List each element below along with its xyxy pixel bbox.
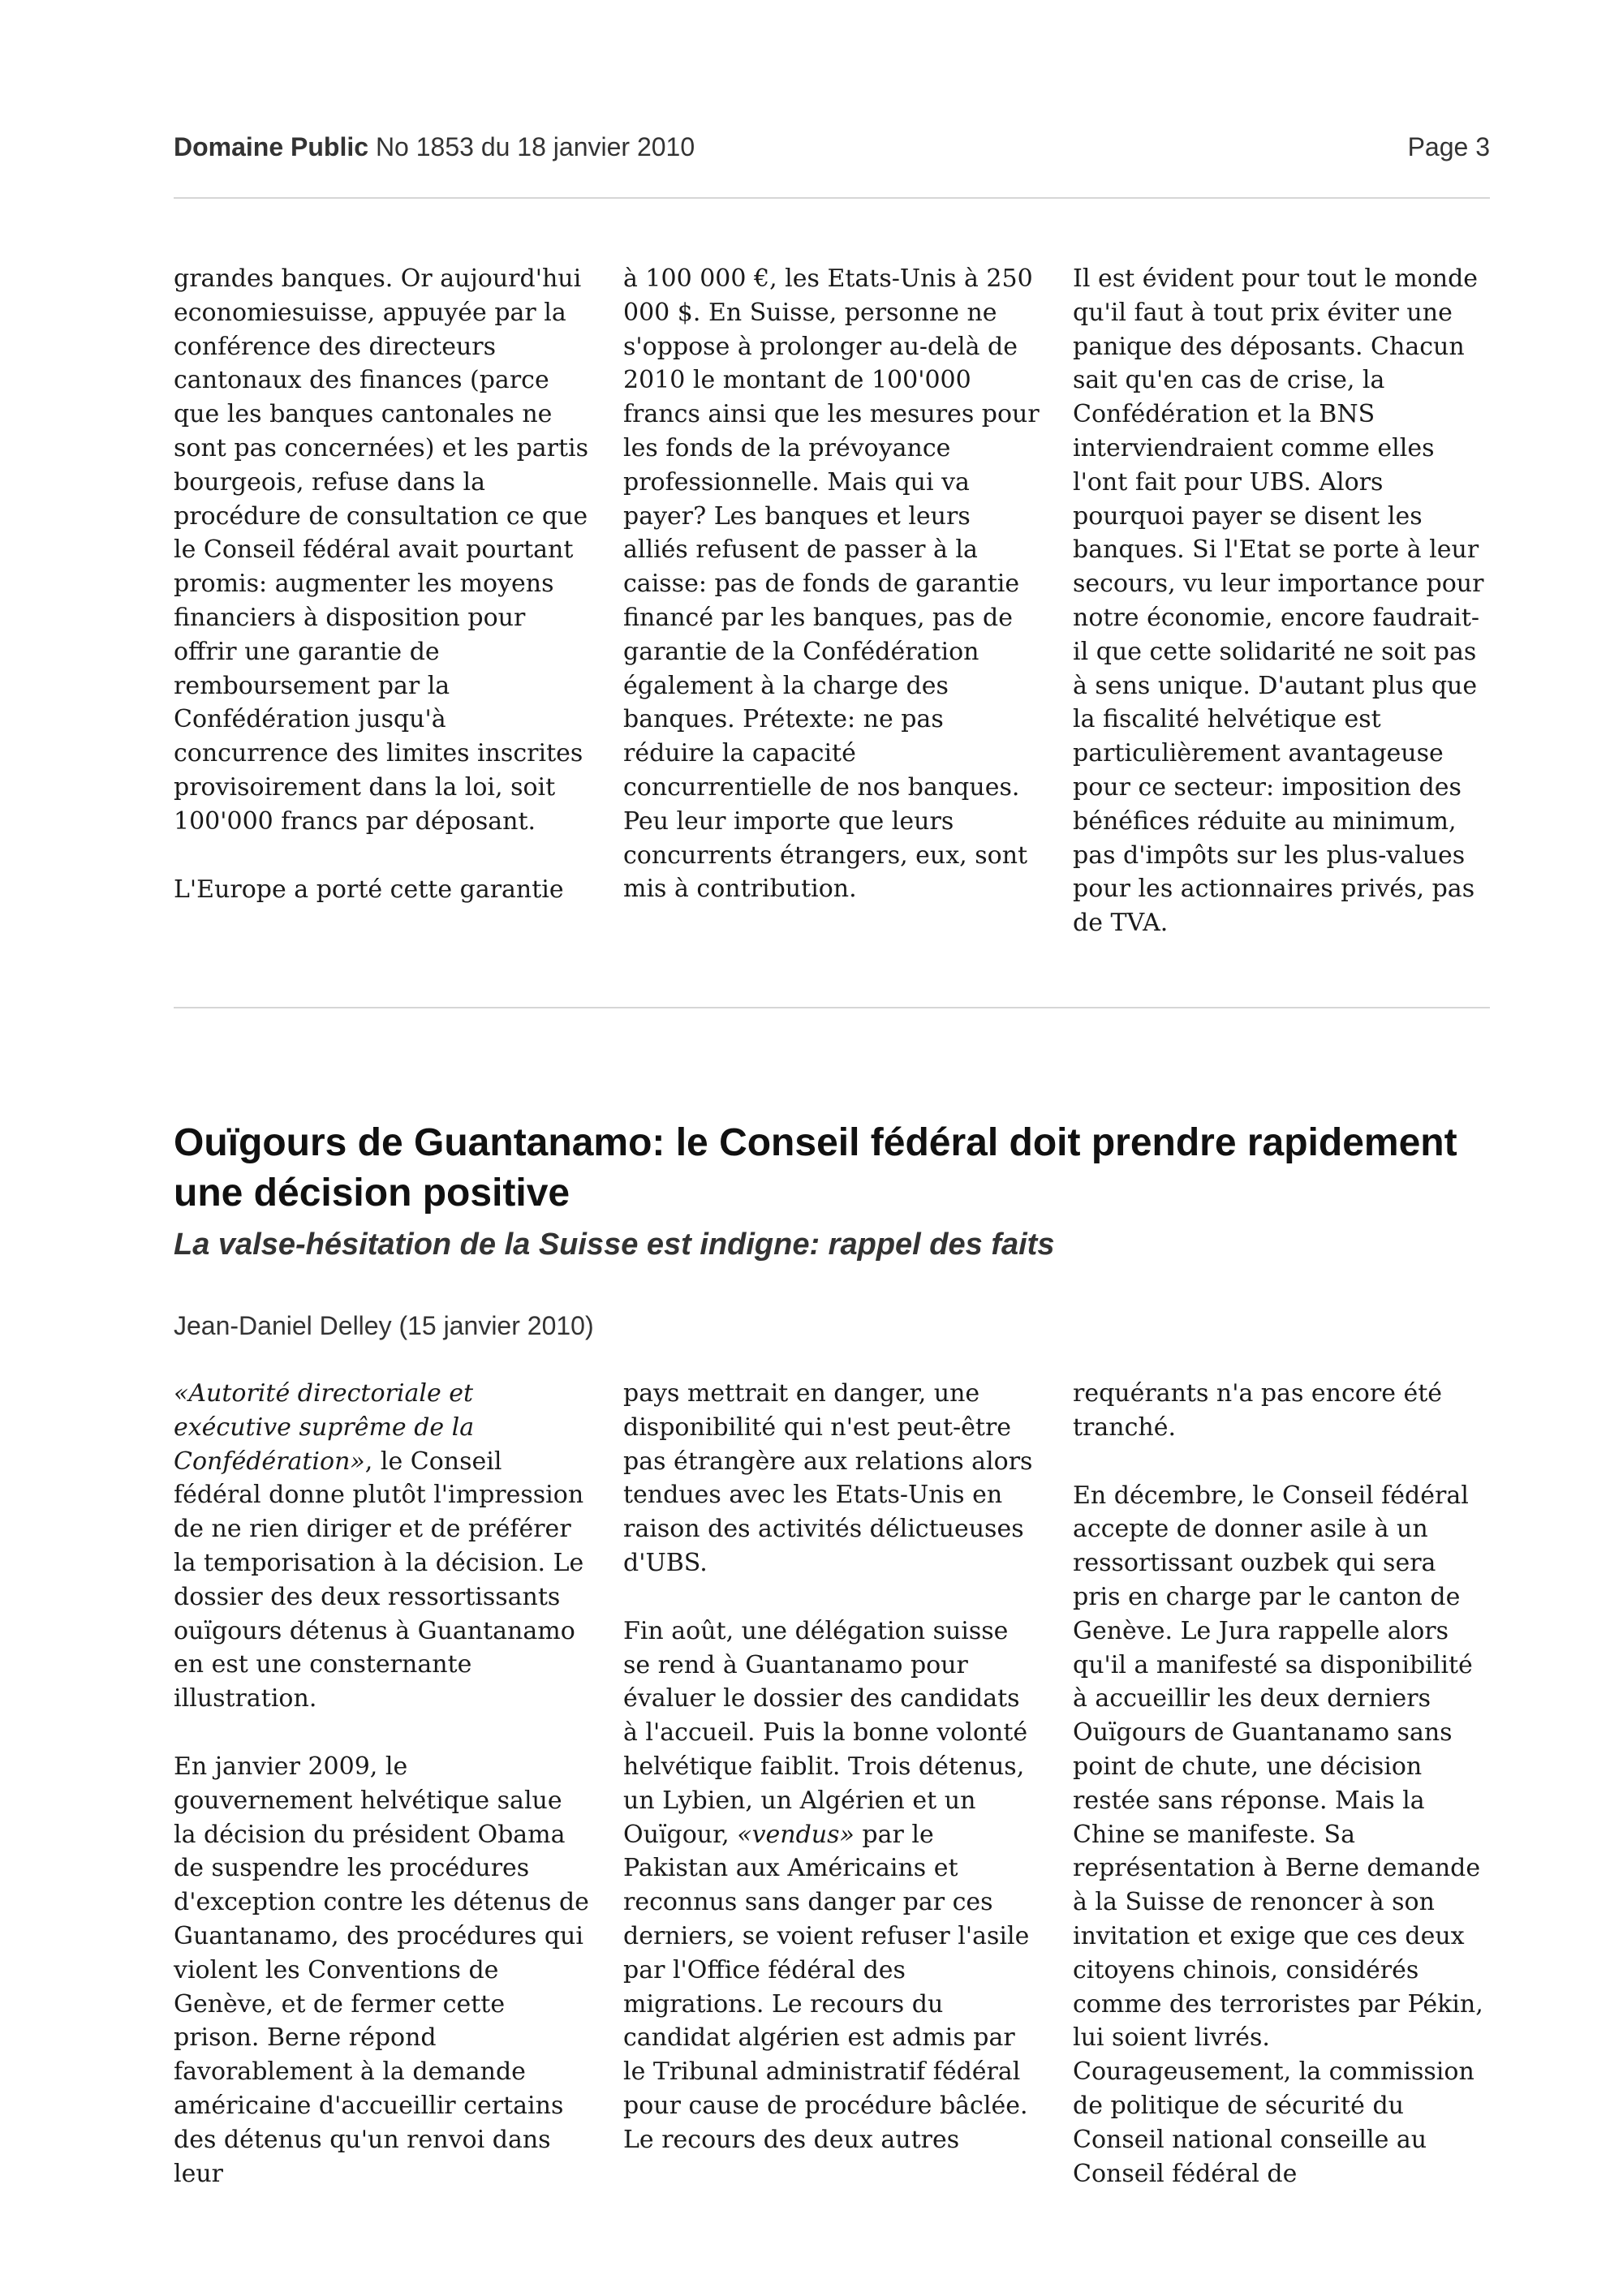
page-number: Page 3 xyxy=(1407,132,1490,161)
issue-info: No 1853 du 18 janvier 2010 xyxy=(375,132,695,161)
paragraph: Il est évident pour tout le monde qu'il faut à tout prix éviter une panique des déposants. Chacun sait qu'en cas de crise, la Confédération et la BNS interviendraient comme elles l'ont fait pour UBS. Alors pourquoi payer se disent les banques. Si l'Etat se porte à leur secours, vu leur importance pour notre économie, encore faudrait-il que cette solidarité ne soit pas à sens unique. D'autant plus que la fiscalité helvétique est particulièrement avantageuse pour ce secteur: imposition des bénéfices réduite au minimum, pas d'impôts sur les plus-values pour les actionnaires privés, pas de TVA. xyxy=(1073,264,1484,938)
paragraph: En janvier 2009, le gouvernement helvétique salue la décision du président Obama de suspendre les procédures d'exception contre les détenus de Guantanamo, des procédures qui violent les Conventions de Genève, et de fermer cette prison. Berne répond favorablement à la demande américaine d'accueillir certains des détenus qu'un renvoi dans leur xyxy=(174,1752,589,2188)
quote: «vendus» xyxy=(737,1820,855,1849)
text-column-2 xyxy=(623,262,1040,940)
text-column-3 xyxy=(1073,262,1490,940)
article-title: Ouïgours de Guantanamo: le Conseil fédéral doit prendre rapidement une décision positive xyxy=(174,1121,1457,1215)
text-column-1 xyxy=(174,262,591,940)
header-divider xyxy=(174,197,1490,199)
paragraph-text: , le Conseil fédéral donne plutôt l'impression de ne rien diriger et de préférer la temporisation à la décision. Le dossier des deux ressortissants ouïgours détenus à Guantanamo en est une consternante illustration. xyxy=(174,1447,584,1713)
paragraph-text: par le Pakistan aux Américains et reconnus sans danger par ces derniers, se voient refuser l'asile par l'Office fédéral des migrations. Le recours du candidat algérien est admis par le Tribunal administratif fédéral pour cause de procédure bâclée. Le recours des deux autres xyxy=(623,1820,1030,2154)
paragraph xyxy=(623,1615,1040,2157)
text-column-1 xyxy=(174,1377,591,2191)
text-column-2 xyxy=(623,1377,1040,2191)
paragraph: L'Europe a porté cette garantie xyxy=(174,875,564,904)
publication-name: Domaine Public xyxy=(174,132,369,161)
article-byline: Jean-Daniel Delley (15 janvier 2010) xyxy=(174,1311,594,1340)
article-divider xyxy=(174,1007,1490,1008)
paragraph-text: Fin août, une délégation suisse se rend à Guantanamo pour évaluer le dossier des candidats à l'accueil. Puis la bonne volonté helvétique faiblit. Trois détenus, un Lybien, un Algérien et un Ouïgour, xyxy=(623,1616,1028,1849)
article-subtitle: La valse-hésitation de la Suisse est indigne: rappel des faits xyxy=(174,1228,1055,1262)
paragraph: En décembre, le Conseil fédéral accepte de donner asile à un ressortissant ouzbek qui sera pris en charge par le canton de Genève. Le Jura rappelle alors qu'il a manifesté sa disponibilité à accueillir les deux derniers Ouïgours de Guantanamo sans point de chute, une décision restée sans réponse. Mais la Chine se manifeste. Sa représentation à Berne demande à la Suisse de renoncer à son invitation et exige que ces deux citoyens chinois, considérés comme des terroristes par Pékin, lui soient livrés. Courageusement, la commission de politique de sécurité du Conseil national conseille au Conseil fédéral de xyxy=(1073,1481,1483,2188)
paragraph: grandes banques. Or aujourd'hui economiesuisse, appuyée par la conférence des directeurs cantonaux des finances (parce que les banques cantonales ne sont pas concernées) et les partis bourgeois, refuse dans la procédure de consultation ce que le Conseil fédéral avait pourtant promis: augmenter les moyens financiers à disposition pour offrir une garantie de remboursement par la Confédération jusqu'à concurrence des limites inscrites provisoirement dans la loi, soit 100'000 francs par déposant. xyxy=(174,264,589,836)
previous-article-columns xyxy=(174,262,1490,940)
quote: «Autorité directoriale et exécutive suprême de la Confédération» xyxy=(174,1379,475,1476)
article-columns xyxy=(174,1377,1490,2191)
page-header xyxy=(174,132,1490,173)
paragraph xyxy=(174,1377,591,1716)
paragraph: à 100 000 €, les Etats-Unis à 250 000 $. En Suisse, personne ne s'oppose à prolonger au-delà de 2010 le montant de 100'000 francs ainsi que les mesures pour les fonds de la prévoyance professionnelle. Mais qui va payer? Les banques et leurs alliés refusent de passer à la caisse: pas de fonds de garantie financé par les banques, pas de garantie de la Confédération également à la charge des banques. Prétexte: ne pas réduire la capacité concurrentielle de nos banques. Peu leur importe que leurs concurrents étrangers, eux, sont mis à contribution. xyxy=(623,264,1040,904)
text-column-3 xyxy=(1073,1377,1490,2191)
paragraph: requérants n'a pas encore été tranché. xyxy=(1073,1379,1443,1442)
paragraph: pays mettrait en danger, une disponibilité qui n'est peut-être pas étrangère aux relations alors tendues avec les Etats-Unis en raison des activités délictueuses d'UBS. xyxy=(623,1379,1033,1577)
